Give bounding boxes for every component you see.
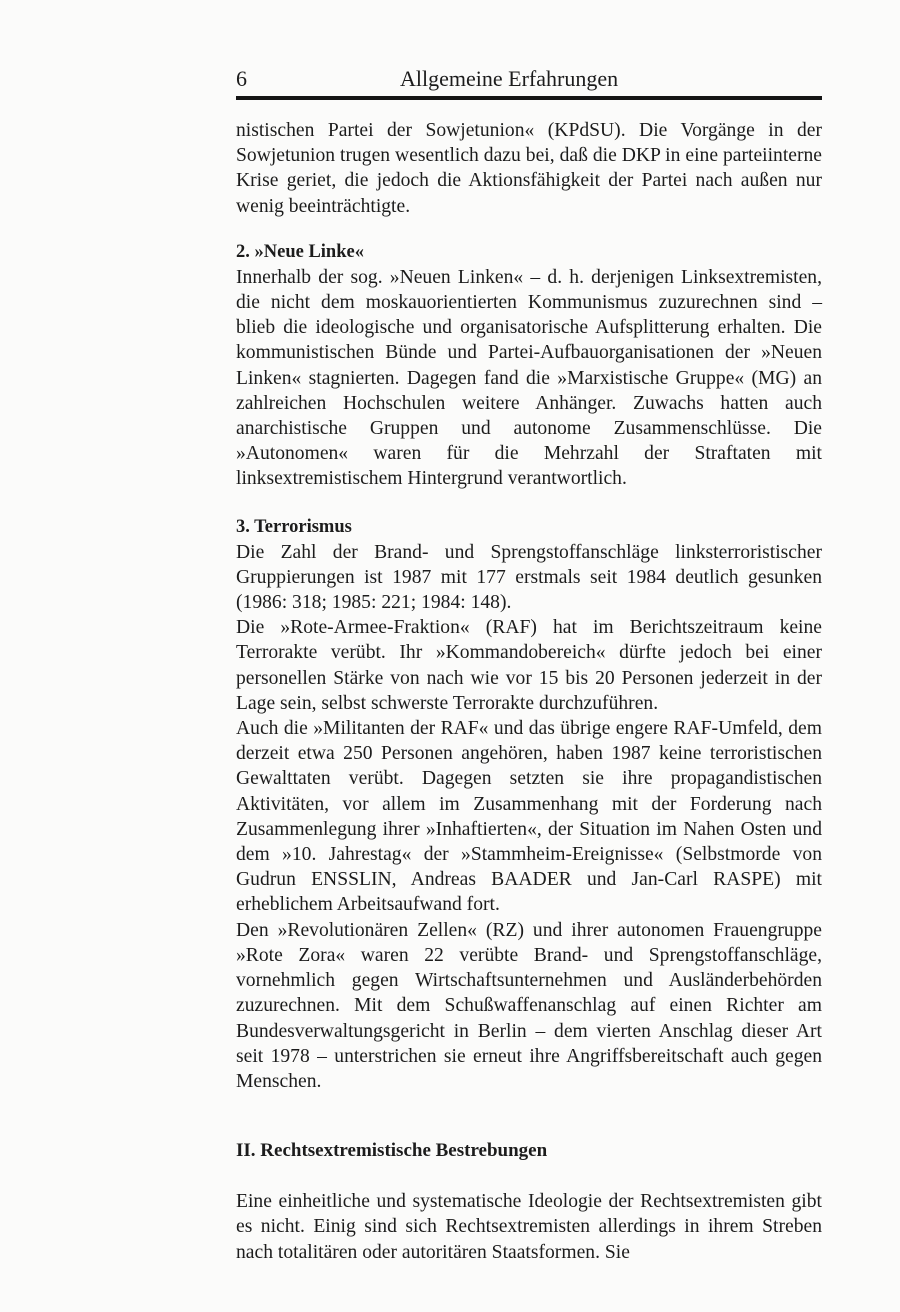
paragraph-neue-linke: Innerhalb der sog. »Neuen Linken« – d. h. derjenigen Linksextremisten, die nicht dem moskauorientierten Kommunismus zuzurechnen sind – blieb die ideologische und organisatorische Aufsplitterung erhalten. Die kommunistischen Bünde und Partei-Aufbauorganisationen der »Neuen Linken« stagnierten. Dagegen fand die »Marxistische Gruppe« (MG) an zahlreichen Hochschulen weitere Anhänger. Zuwachs hatten auch anarchistische Gruppen und autonome Zusammenschlüsse. Die »Autonomen« waren für die Mehrzahl der Straftaten mit linksextremistischem Hintergrund verantwortlich.	[236, 266, 822, 490]
paragraph-terrorismus-1: Die Zahl der Brand- und Sprengstoffanschläge linksterroristischer Gruppierungen ist 1987 mit 177 erstmals seit 1984 deutlich gesunken (1986: 318; 1985: 221; 1984: 148).	[236, 541, 822, 614]
spacer	[236, 1163, 822, 1189]
chapter-heading-rechtsextremismus: II. Rechtsextremistische Bestrebungen	[236, 1140, 548, 1162]
paragraph-terrorismus-3: Auch die »Militanten der RAF« und das übrige engere RAF-Umfeld, dem derzeit etwa 250 Personen angehören, haben 1987 keine terroristischen Gewalttaten verübt. Dagegen setzten sie ihre propagandistischen Aktivitäten, vor allem im Zusammenhang mit der Forderung nach Zusammenlegung ihrer »Inhaftierten«, der Situation im Nahen Osten und dem »10. Jahrestag« der »Stammheim-Ereignisse« (Selbstmorde von Gudrun ENSSLIN, Andreas BAADER und Jan-Carl RASPE) mit erheblichem Arbeitsaufwand fort.	[236, 718, 822, 916]
section-heading-neue-linke: 2. »Neue Linke«	[236, 241, 364, 262]
spacer	[236, 492, 822, 515]
paragraph-rechtsextremismus: Eine einheitliche und systematische Ideologie der Rechtsextremisten gibt es nicht. Einig sind sich Rechtsextremisten allerdings in ihrem Streben nach totalitären oder autoritären Staatsformen. Sie	[236, 1191, 822, 1263]
spacer	[236, 1094, 822, 1138]
paragraph-terrorismus-2: Die »Rote-Armee-Fraktion« (RAF) hat im Berichtszeitraum keine Terrorakte verübt. Ihr »Kommandobereich« dürfte jedoch bei einer personellen Stärke von nach wie vor 15 bis 20 Personen jederzeit in der Lage sein, selbst schwerste Terrorakte durchzuführen.	[236, 617, 822, 714]
running-head-title: Allgemeine Erfahrungen	[400, 66, 619, 91]
spacer	[236, 219, 822, 240]
page-number: 6	[236, 66, 247, 91]
paragraph-terrorismus-4: Den »Revolutionären Zellen« (RZ) und ihrer autonomen Frauengruppe »Rote Zora« waren 22 verübte Brand- und Sprengstoffanschläge, vornehmlich gegen Wirtschaftsunternehmen und Ausländerbehörden zuzurechnen. Mit dem Schußwaffenanschlag auf einen Richter am Bundesverwaltungsgericht in Berlin – dem vierten Anschlag dieser Art seit 1978 – unterstrichen sie erneut ihre Angriffsbereitschaft auch gegen Menschen.	[236, 919, 822, 1092]
section-heading-terrorismus: 3. Terrorismus	[236, 516, 352, 537]
text-column	[236, 66, 822, 1265]
body-text	[236, 118, 822, 1265]
running-head	[236, 66, 822, 100]
intro-paragraph: nistischen Partei der Sowjetunion« (KPdSU). Die Vorgänge in der Sowjetunion trugen wesentlich dazu bei, daß die DKP in eine parteiinterne Krise geriet, die jedoch die Aktionsfähigkeit der Partei nach außen nur wenig beeinträchtigte.	[236, 120, 822, 217]
